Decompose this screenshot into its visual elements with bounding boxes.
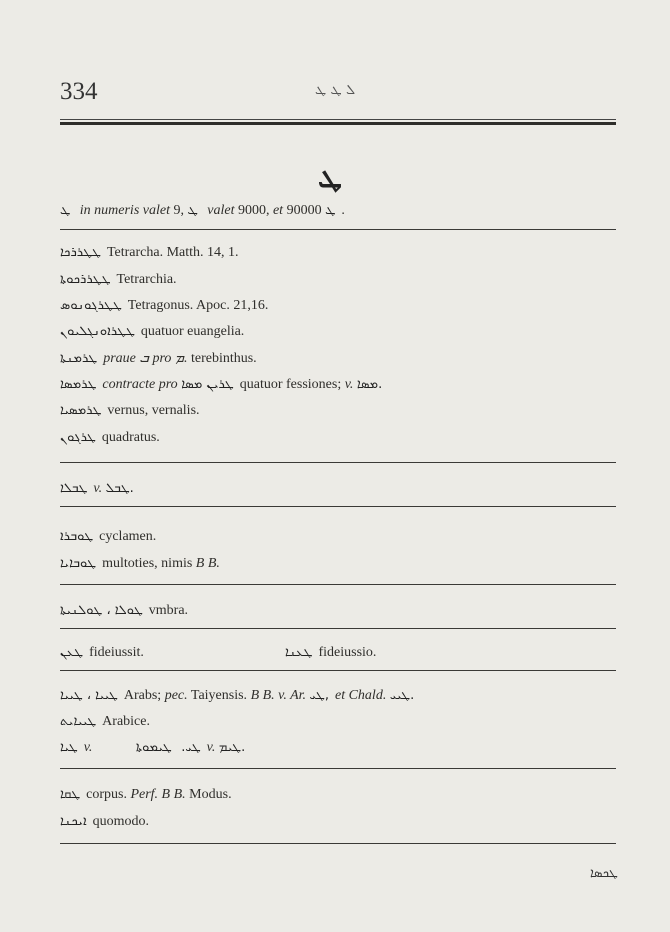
entry-arabice: ܛܝܝܐܝܬ Arabice. <box>60 714 150 729</box>
rule-4 <box>60 584 616 585</box>
entry-tetrarcha: ܛܛܪܪܟܐ Tetrarcha. Matth. 14, 1. <box>60 245 239 260</box>
page-number: 334 <box>60 78 98 105</box>
entry-arabs: ܛܝܝܐ ، ܛܝܝܐ Arabs; pec. Taiyensis. B B. v. Ar. ܛܝ, et Chald. ܛܝܝ. <box>60 688 415 703</box>
entry-tetrarchia: ܛܛܪܪܟܘܬܐ Tetrarchia. <box>60 272 177 287</box>
rule-3 <box>60 506 616 507</box>
entry-vernus: ܛܪܡܣܝܐ vernus, vernalis. <box>60 403 200 418</box>
entry-terebinthus: ܛܪܡܢܬܐ praue ܒ pro ܡ. terebinthus. <box>60 351 257 366</box>
entry-fideiussit: ܛܥܢ fideiussit. <box>60 645 144 660</box>
rule-7 <box>60 768 616 769</box>
header-rule-thin <box>60 119 616 120</box>
intro-line: ܛ in numeris valet 9, ܛ valet 9000, et ܛ 90000. <box>60 203 345 218</box>
entry-quadratus: ܛܪܓܘܢ quadratus. <box>60 430 160 445</box>
rule-5 <box>60 628 616 629</box>
catchword: ܛܟܣܐ <box>590 866 618 881</box>
entry-cross-ref: ܛܒܠܐ v. ܛܒܠ. <box>60 481 134 496</box>
rule-8 <box>60 843 616 844</box>
entry-cross-ref-2: ܛܝܐ v. ܛܝ. ܛܝܡܘܬܐ v. ܛܝܡ. <box>60 740 246 755</box>
entry-euangelia: ܛܛܪܐܘܢܓܠܝܘܢ quatuor euangelia. <box>60 324 245 339</box>
running-head: ܠ ܛ ܛ <box>315 82 356 98</box>
entry-multoties: ܛܘܒܐܝܐ multoties, nimis B B. <box>60 556 220 571</box>
rule-6 <box>60 670 616 671</box>
page-header <box>60 78 620 108</box>
entry-tetragonus: ܛܛܪܓܘܢܘܣ Tetragonus. Apoc. 21,16. <box>60 298 269 313</box>
entry-fessiones: ܛܪܡܣܐ contracte pro ܛܪܝܢ ܡܣܐ quatuor fessiones; v. ܡܣܐ. <box>60 377 383 392</box>
entry-corpus: ܛܩܐ corpus. Perf. B B. Modus. <box>60 787 232 802</box>
rule-1 <box>60 229 616 230</box>
entry-cyclamen: ܛܘܒܪܐ cyclamen. <box>60 529 157 544</box>
rule-2 <box>60 462 616 463</box>
entry-quomodo: ܐܝܟܢܐ quomodo. <box>60 814 150 829</box>
header-rule-thick <box>60 122 616 125</box>
entry-umbra: ܛܘܠܐ ، ܛܘܠܢܝܬܐ vmbra. <box>60 603 189 618</box>
entry-fideiussio: ܛܥܢܐ fideiussio. <box>285 645 377 660</box>
section-letter: ܛ <box>318 160 342 195</box>
